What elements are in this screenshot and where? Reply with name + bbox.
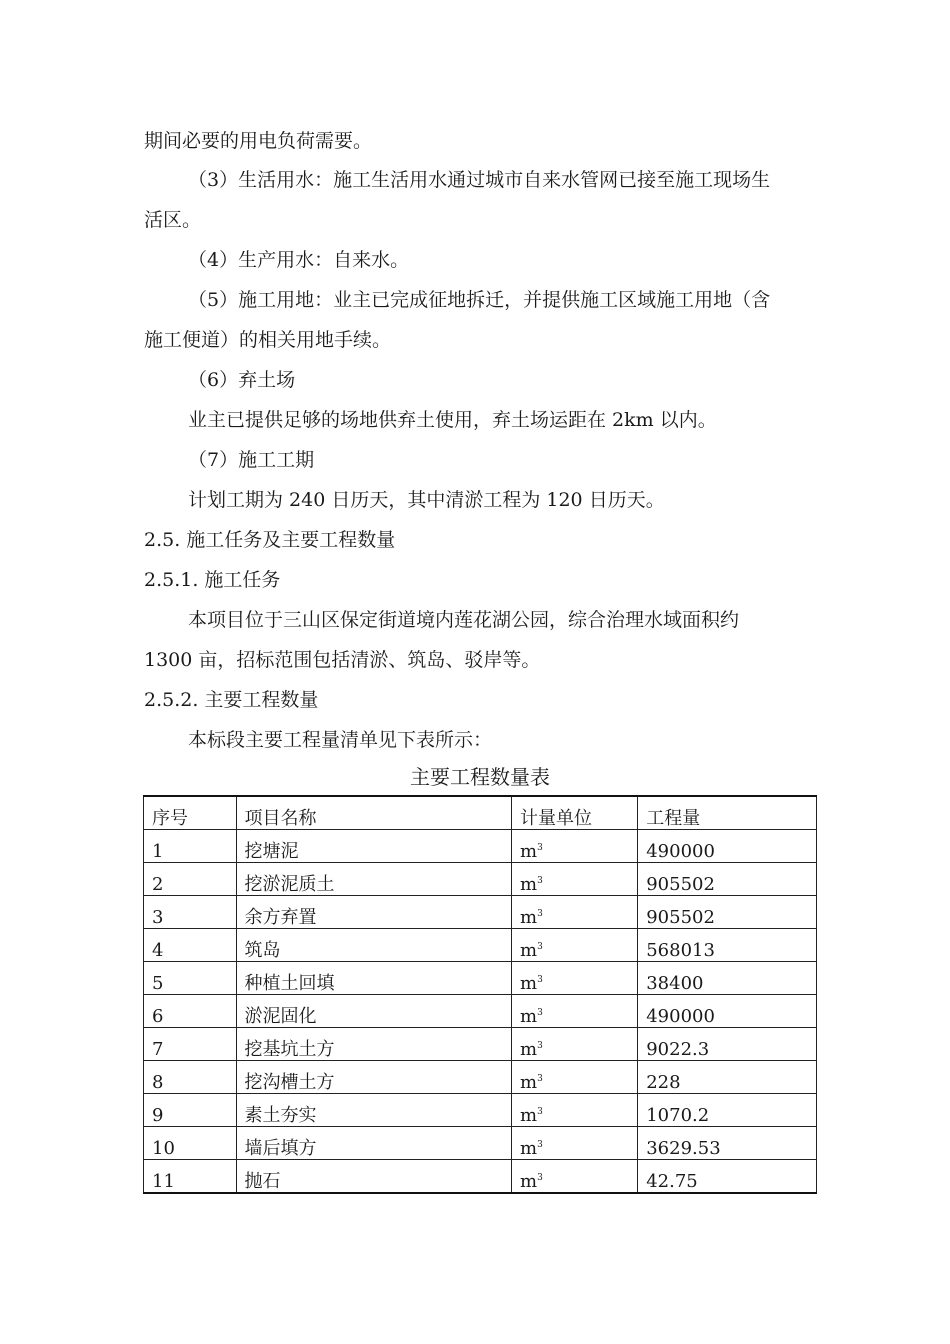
row-item-name: 挖淤泥质土 bbox=[236, 863, 512, 896]
row-unit bbox=[512, 1160, 638, 1194]
unit-base: m bbox=[520, 1039, 538, 1060]
row-item-name: 挖基坑土方 bbox=[236, 1028, 512, 1061]
paragraph-line: 活区。 bbox=[144, 209, 202, 231]
table-row bbox=[144, 995, 817, 1028]
row-item-name: 抛石 bbox=[236, 1160, 512, 1194]
table-row bbox=[144, 1094, 817, 1127]
paragraph-line: （4）生产用水：自来水。 bbox=[188, 249, 410, 271]
row-number: 2 bbox=[144, 863, 237, 896]
row-item-name: 挖塘泥 bbox=[236, 830, 512, 863]
row-number: 4 bbox=[144, 929, 237, 962]
row-number: 9 bbox=[144, 1094, 237, 1127]
paragraph-line: 1300 亩，招标范围包括清淤、筑岛、驳岸等。 bbox=[144, 649, 541, 671]
table-row bbox=[144, 962, 817, 995]
row-unit bbox=[512, 1061, 638, 1094]
table-row bbox=[144, 830, 817, 863]
table-title: 主要工程数量表 bbox=[410, 765, 550, 789]
row-quantity: 228 bbox=[638, 1061, 817, 1094]
row-unit bbox=[512, 1028, 638, 1061]
row-number: 7 bbox=[144, 1028, 237, 1061]
row-unit bbox=[512, 830, 638, 863]
table-row bbox=[144, 1160, 817, 1194]
unit-base: m bbox=[520, 1072, 538, 1093]
paragraph-line: 2.5.2. 主要工程数量 bbox=[144, 689, 319, 711]
unit-exponent: 3 bbox=[537, 1008, 543, 1018]
quantity-table bbox=[143, 795, 817, 1194]
table-row bbox=[144, 863, 817, 896]
table-header-row bbox=[144, 796, 817, 830]
row-unit bbox=[512, 1094, 638, 1127]
row-quantity: 905502 bbox=[638, 896, 817, 929]
paragraph-line: 本项目位于三山区保定街道境内莲花湖公园，综合治理水域面积约 bbox=[188, 609, 740, 631]
paragraph-line: （6）弃土场 bbox=[188, 369, 296, 391]
header-quantity: 工程量 bbox=[638, 796, 817, 830]
row-item-name: 淤泥固化 bbox=[236, 995, 512, 1028]
row-quantity: 1070.2 bbox=[638, 1094, 817, 1127]
paragraph-line: 2.5.1. 施工任务 bbox=[144, 569, 281, 591]
table-row bbox=[144, 896, 817, 929]
unit-exponent: 3 bbox=[537, 975, 543, 985]
paragraph-line: 2.5. 施工任务及主要工程数量 bbox=[144, 529, 396, 551]
row-item-name: 余方弃置 bbox=[236, 896, 512, 929]
table-row bbox=[144, 1028, 817, 1061]
row-unit bbox=[512, 995, 638, 1028]
paragraph-line: 计划工期为 240 日历天，其中清淤工程为 120 日历天。 bbox=[188, 489, 665, 511]
row-unit bbox=[512, 863, 638, 896]
row-unit bbox=[512, 929, 638, 962]
unit-base: m bbox=[520, 874, 538, 895]
row-number: 10 bbox=[144, 1127, 237, 1160]
unit-exponent: 3 bbox=[537, 843, 543, 853]
header-unit: 计量单位 bbox=[512, 796, 638, 830]
row-quantity: 568013 bbox=[638, 929, 817, 962]
header-no: 序号 bbox=[144, 796, 237, 830]
unit-exponent: 3 bbox=[537, 1107, 543, 1117]
paragraph-line: 本标段主要工程量清单见下表所示： bbox=[188, 729, 493, 751]
row-number: 6 bbox=[144, 995, 237, 1028]
row-number: 11 bbox=[144, 1160, 237, 1194]
row-item-name: 素土夯实 bbox=[236, 1094, 512, 1127]
row-quantity: 3629.53 bbox=[638, 1127, 817, 1160]
row-quantity: 42.75 bbox=[638, 1160, 817, 1194]
row-quantity: 9022.3 bbox=[638, 1028, 817, 1061]
row-unit bbox=[512, 1127, 638, 1160]
row-unit bbox=[512, 896, 638, 929]
unit-exponent: 3 bbox=[537, 1173, 543, 1183]
unit-base: m bbox=[520, 940, 538, 961]
table-row bbox=[144, 1061, 817, 1094]
row-unit bbox=[512, 962, 638, 995]
unit-base: m bbox=[520, 1138, 538, 1159]
row-quantity: 38400 bbox=[638, 962, 817, 995]
row-number: 1 bbox=[144, 830, 237, 863]
unit-exponent: 3 bbox=[537, 909, 543, 919]
row-item-name: 挖沟槽土方 bbox=[236, 1061, 512, 1094]
header-name: 项目名称 bbox=[236, 796, 512, 830]
row-number: 8 bbox=[144, 1061, 237, 1094]
table-row bbox=[144, 929, 817, 962]
paragraph-line: （3）生活用水：施工生活用水通过城市自来水管网已接至施工现场生 bbox=[188, 169, 771, 191]
row-number: 3 bbox=[144, 896, 237, 929]
unit-exponent: 3 bbox=[537, 1074, 543, 1084]
row-number: 5 bbox=[144, 962, 237, 995]
row-quantity: 490000 bbox=[638, 995, 817, 1028]
table-row bbox=[144, 1127, 817, 1160]
unit-base: m bbox=[520, 907, 538, 928]
row-item-name: 墙后填方 bbox=[236, 1127, 512, 1160]
unit-base: m bbox=[520, 973, 538, 994]
unit-exponent: 3 bbox=[537, 1041, 543, 1051]
row-quantity: 490000 bbox=[638, 830, 817, 863]
unit-base: m bbox=[520, 1171, 538, 1192]
unit-base: m bbox=[520, 1105, 538, 1126]
paragraph-line: 施工便道）的相关用地手续。 bbox=[144, 329, 392, 351]
unit-exponent: 3 bbox=[537, 1140, 543, 1150]
row-item-name: 筑岛 bbox=[236, 929, 512, 962]
unit-exponent: 3 bbox=[537, 876, 543, 886]
unit-base: m bbox=[520, 1006, 538, 1027]
paragraph-line: （7）施工工期 bbox=[188, 449, 315, 471]
unit-base: m bbox=[520, 841, 538, 862]
paragraph-line: 期间必要的用电负荷需要。 bbox=[144, 130, 373, 152]
row-item-name: 种植土回填 bbox=[236, 962, 512, 995]
row-quantity: 905502 bbox=[638, 863, 817, 896]
paragraph-line: （5）施工用地：业主已完成征地拆迁，并提供施工区域施工用地（含 bbox=[188, 289, 771, 311]
unit-exponent: 3 bbox=[537, 942, 543, 952]
paragraph-line: 业主已提供足够的场地供弃土使用，弃土场运距在 2km 以内。 bbox=[188, 409, 717, 431]
